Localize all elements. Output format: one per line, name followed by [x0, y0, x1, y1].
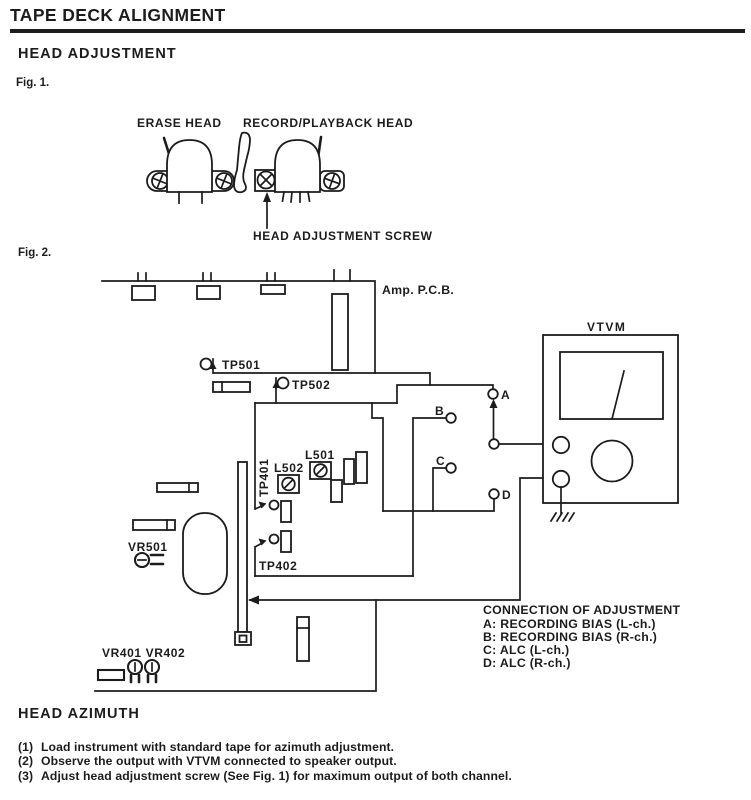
ground-terminal [553, 471, 569, 487]
legend-c: C: ALC (L-ch.) [483, 643, 570, 657]
legend-d: D: ALC (R-ch.) [483, 656, 571, 670]
step-number: (1) [18, 740, 34, 754]
fig1-drawing [0, 100, 751, 246]
rp-head-label: RECORD/PLAYBACK HEAD [243, 116, 414, 130]
tp502-label: TP502 [292, 378, 331, 392]
tp502-terminal [278, 378, 289, 389]
fig1-caption: Fig. 1. [16, 77, 50, 89]
fig2-drawing [0, 262, 751, 700]
amp-pcb-label: Amp. P.C.B. [382, 283, 455, 297]
input-terminal [553, 437, 569, 453]
legend-a: A: RECORDING BIAS (L-ch.) [483, 617, 656, 631]
erase-head-label: ERASE HEAD [137, 116, 222, 130]
legend-b: B: RECORDING BIAS (R-ch.) [483, 630, 658, 644]
resistor-h [213, 382, 250, 392]
l502-label: L502 [274, 461, 304, 475]
vr401-vr402-trimmers [98, 660, 159, 682]
vr401-trimmer [128, 660, 142, 682]
tp402-terminal [270, 535, 279, 544]
azimuth-step-3 [18, 769, 512, 783]
coil-l501 [310, 462, 331, 479]
resistor-h [133, 520, 175, 530]
step-text: Load instrument with standard tape for azimuth adjustment. [41, 740, 395, 754]
screw-pointer-arrow [263, 192, 271, 228]
wiper-arrow [490, 399, 498, 438]
label-b: B [435, 404, 445, 418]
contact-a [488, 389, 498, 399]
step-text: Adjust head adjustment screw (See Fig. 1) for maximum output of both channel. [41, 769, 512, 783]
board-resistors [133, 382, 367, 661]
tape-guide [234, 133, 250, 193]
azimuth-step-2 [18, 754, 397, 768]
range-knob [592, 441, 633, 482]
head-adjustment-screw-label: HEAD ADJUSTMENT SCREW [253, 229, 433, 243]
label-c: C [436, 454, 446, 468]
selector-switch [435, 388, 511, 502]
capacitor-oval [183, 513, 227, 594]
vtvm-meter [543, 335, 678, 521]
tp501-label: TP501 [222, 358, 261, 372]
step-text: Observe the output with VTVM connected to speaker output. [41, 754, 397, 768]
capacitor-tall [297, 617, 309, 661]
title-rule [10, 29, 745, 33]
erase-head [147, 138, 234, 203]
resistor-h [157, 483, 198, 492]
vr402-trimmer [145, 660, 159, 682]
contact-b [446, 413, 456, 423]
pcb-connector [332, 294, 348, 370]
vr501-label: VR501 [128, 540, 168, 554]
label-d: D [502, 488, 512, 502]
section-head-azimuth: HEAD AZIMUTH [18, 706, 140, 722]
adjustment-screw-icon [258, 172, 275, 189]
ground-arrowhead [248, 596, 259, 605]
tp401-terminal [270, 501, 279, 510]
connection-legend [483, 603, 681, 670]
fig2-caption: Fig. 2. [18, 247, 52, 259]
vr501-trimmer [135, 553, 163, 567]
lever-strip [235, 462, 251, 645]
meter-scale-window [560, 352, 663, 419]
record-playback-head [255, 137, 344, 202]
azimuth-step-1 [18, 740, 394, 754]
tp501-terminal [201, 359, 212, 370]
label-a: A [501, 388, 511, 402]
vtvm-label: VTVM [587, 320, 627, 334]
coil-l502 [278, 475, 299, 493]
switch-pole [489, 439, 499, 449]
step-number: (2) [18, 754, 34, 768]
legend-title: CONNECTION OF ADJUSTMENT [483, 603, 681, 617]
tp402-label: TP402 [259, 559, 298, 573]
step-number: (3) [18, 769, 34, 783]
section-head-adjustment: HEAD ADJUSTMENT [18, 46, 177, 62]
contact-d [489, 489, 499, 499]
l501-label: L501 [305, 448, 335, 462]
vr401-vr402-label: VR401 VR402 [102, 646, 186, 660]
tp401-label: TP401 [257, 458, 271, 497]
contact-c [446, 463, 456, 473]
page-title: TAPE DECK ALIGNMENT [10, 5, 226, 25]
